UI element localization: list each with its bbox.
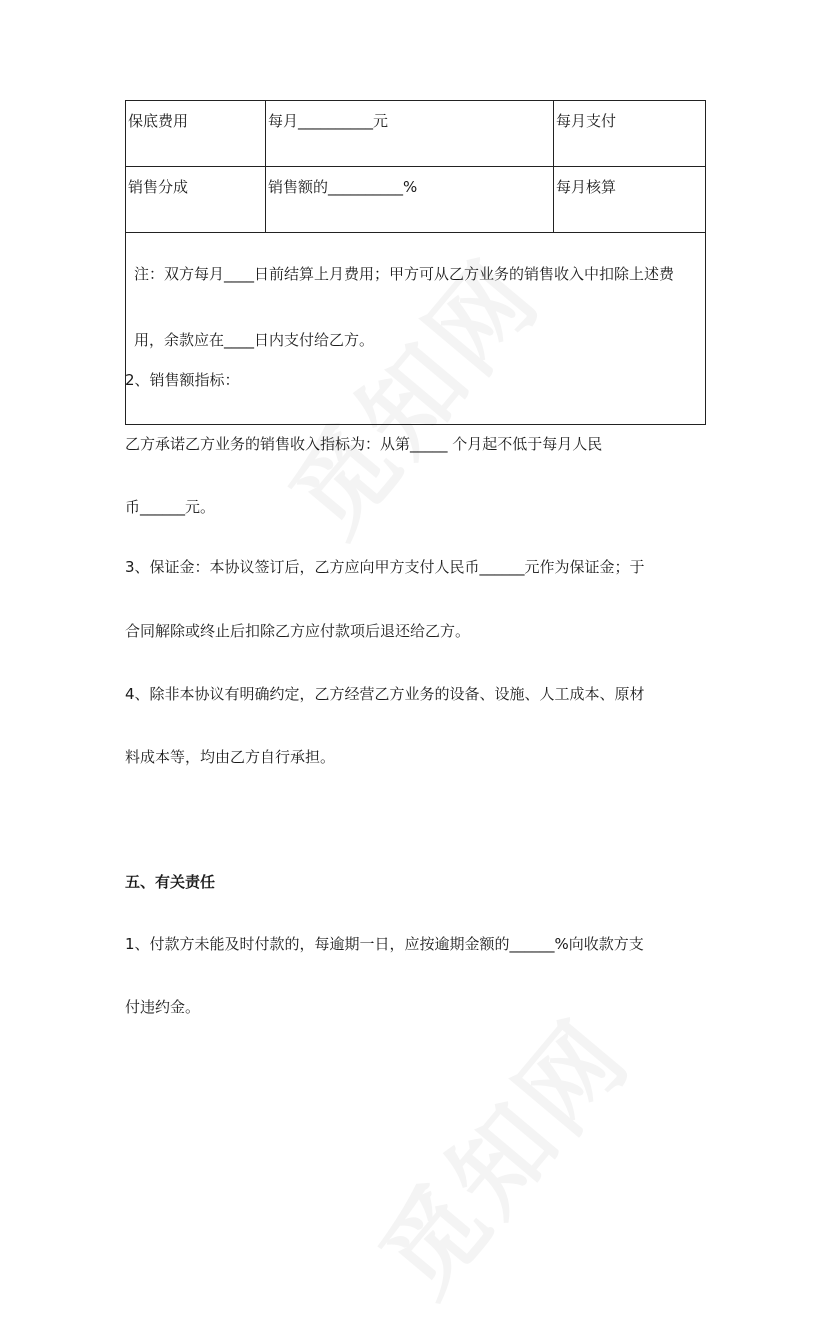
paragraph-line: 乙方承诺乙方业务的销售收入指标为：从第_____ 个月起不低于每月人民: [125, 435, 603, 453]
table-row: [126, 101, 706, 167]
paragraph-line: 币______元。: [125, 498, 216, 516]
paragraph-line: 料成本等，均由乙方自行承担。: [125, 748, 336, 766]
fee-cycle-cell: 每月支付: [554, 101, 706, 167]
fee-amount-cell: 销售额的__________%: [266, 167, 554, 233]
fee-item-cell: 保底费用: [126, 101, 266, 167]
fee-amount-cell: 每月__________元: [266, 101, 554, 167]
table-row: [126, 167, 706, 233]
paragraph-line: 1、付款方未能及时付款的，每逾期一日，应按逾期金额的______%向收款方支: [125, 935, 644, 953]
section-heading: 五、有关责任: [125, 873, 216, 891]
watermark: [342, 984, 657, 1320]
fee-cycle-cell: 每月核算: [554, 167, 706, 233]
fee-item-cell: 销售分成: [126, 167, 266, 233]
fee-note: 注：双方每月____日前结算上月费用；甲方可从乙方业务的销售收入中扣除上述费用，余款应在____日内支付给乙方。: [126, 233, 706, 425]
paragraph-line: 付违约金。: [125, 998, 201, 1016]
sales-target-heading: 2、销售额指标：: [125, 371, 240, 389]
paragraph-line: 4、除非本协议有明确约定，乙方经营乙方业务的设备、设施、人工成本、原材: [125, 685, 645, 703]
paragraph-line: 3、保证金：本协议签订后，乙方应向甲方支付人民币______元作为保证金；于: [125, 558, 645, 576]
paragraph-line: 合同解除或终止后扣除乙方应付款项后退还给乙方。: [125, 622, 471, 640]
